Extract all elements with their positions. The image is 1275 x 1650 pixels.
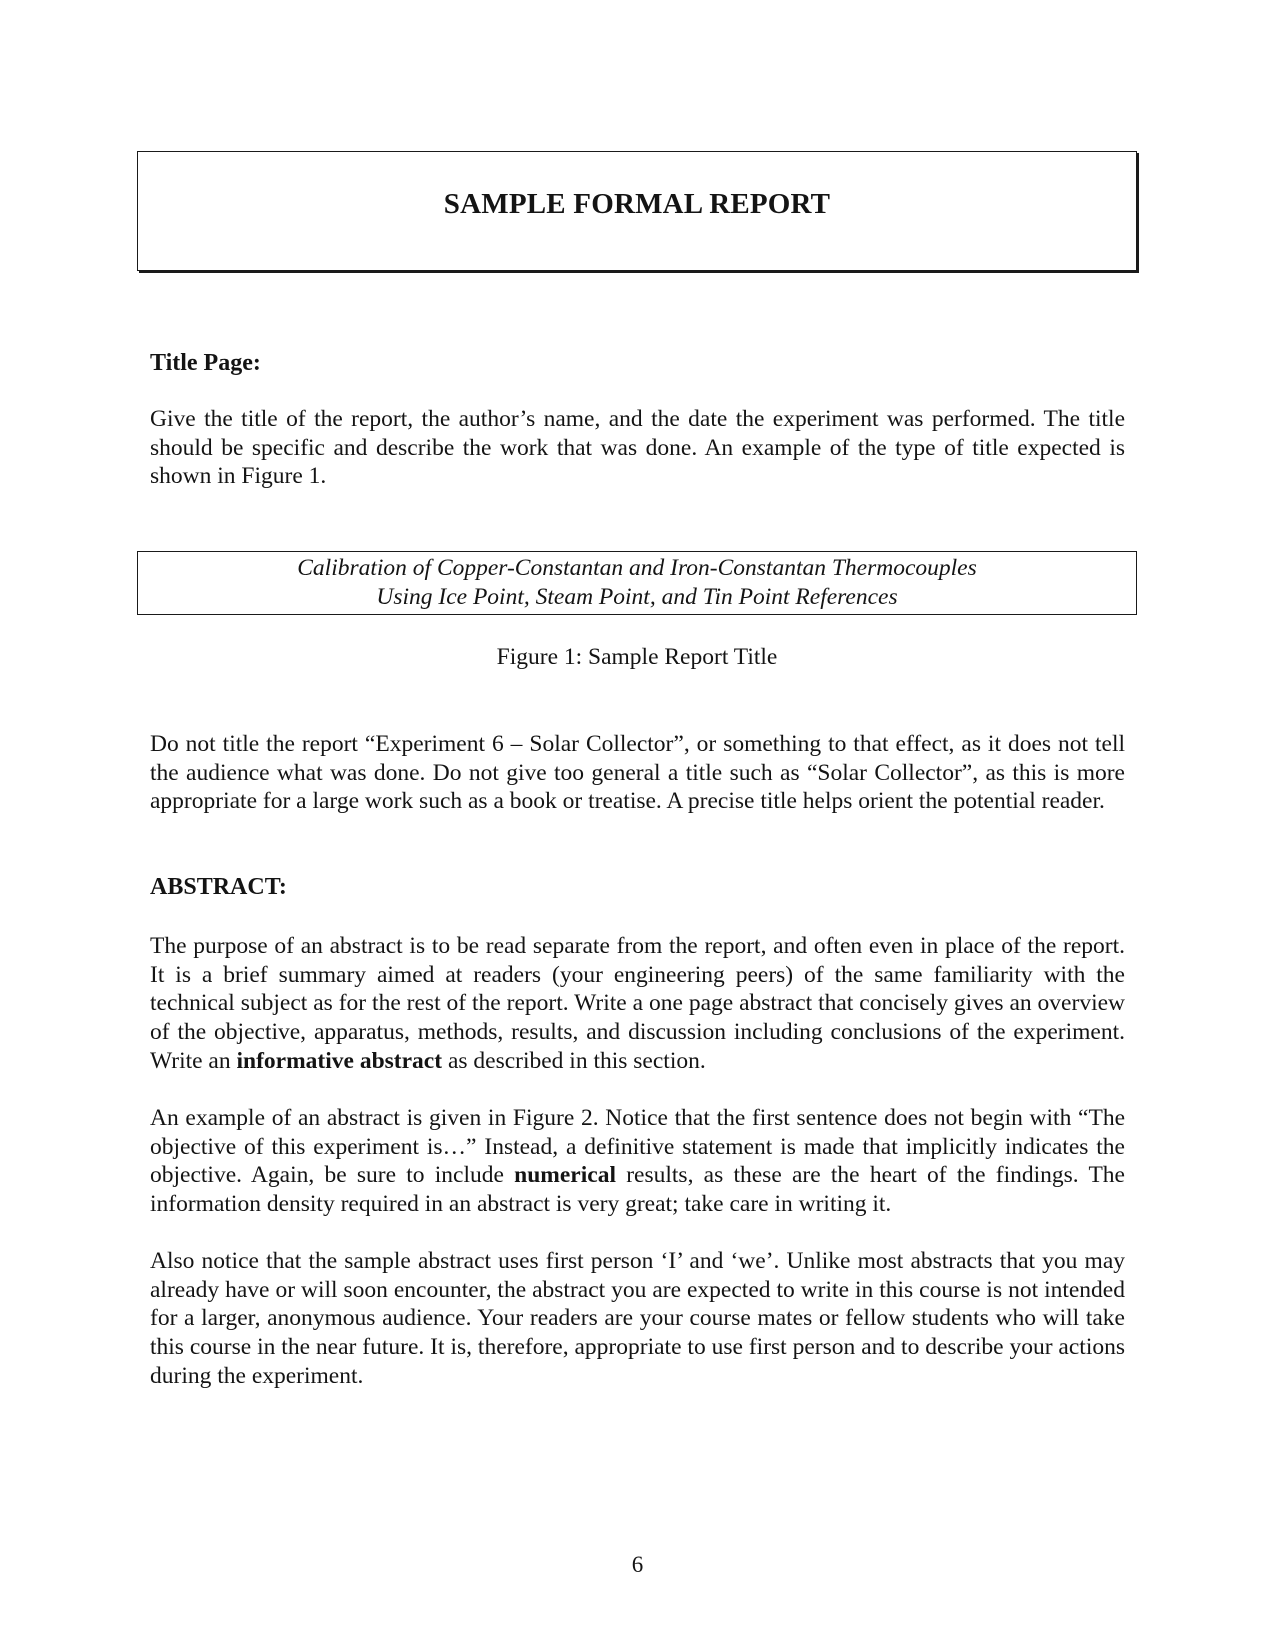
title-page-heading: Title Page:: [150, 350, 261, 376]
title-guidance-paragraph: Do not title the report “Experiment 6 – Solar Collector”, or something to that effect, as it does not tell the audience what was done. Do not give too general a title such as “Solar Collector”, as this is more appropriate for a large work such as a book or treatise. A precise title helps orient the potential reader.: [150, 731, 1125, 815]
sample-title-figure-box: [137, 551, 1137, 615]
title-page-intro-paragraph: Give the title of the report, the author’s name, and the date the experiment was performed. The title should be specific and describe the work that was done. An example of the type of title expected is shown in Figure 1.: [150, 406, 1125, 490]
report-title-box: [137, 151, 1137, 271]
abstract-paragraph-1: [150, 932, 1125, 1076]
page-number: 6: [631, 1552, 644, 1577]
figure-1-caption: Figure 1: Sample Report Title: [496, 644, 778, 670]
abstract-heading: ABSTRACT:: [150, 874, 287, 900]
sample-title-line-1: Calibration of Copper-Constantan and Iron-Constantan Thermocouples: [297, 555, 977, 581]
abstract-p2-text-end: results, as these are the heart of the findings. The information density required in an abstract is very great; take care in writing it.: [150, 1162, 1125, 1218]
abstract-p2-text-start: An example of an abstract is given in Figure 2. Notice that the first sentence does not begin with “The objective of this experiment is…” Instead, a definitive statement is made that implicitly indicates the objective. Again, be sure to include: [150, 1105, 1125, 1189]
sample-title-line-2: Using Ice Point, Steam Point, and Tin Point References: [376, 584, 898, 610]
abstract-paragraph-3: Also notice that the sample abstract uses first person ‘I’ and ‘we’. Unlike most abstracts that you may already have or will soon encounter, the abstract you are expected to write in this course is not intended for a larger, anonymous audience. Your readers are your course mates or fellow students who will take this course in the near future. It is, therefore, appropriate to use first person and to describe your actions during the experiment.: [150, 1248, 1125, 1389]
abstract-p1-text-end: as described in this section.: [442, 1047, 706, 1074]
page-title: SAMPLE FORMAL REPORT: [443, 187, 831, 220]
abstract-paragraph-2: [150, 1104, 1125, 1219]
abstract-p1-bold-term: informative abstract: [236, 1047, 443, 1074]
abstract-p1-text-start: The purpose of an abstract is to be read separate from the report, and often even in place of the report. It is a brief summary aimed at readers (your engineering peers) of the same familiarity with the technical subject as for the rest of the report. Write a one page abstract that concisely gives an overview of the objective, apparatus, methods, results, and discussion including conclusions of the experiment. Write an: [150, 933, 1125, 1074]
abstract-p2-bold-term: numerical: [514, 1162, 616, 1189]
